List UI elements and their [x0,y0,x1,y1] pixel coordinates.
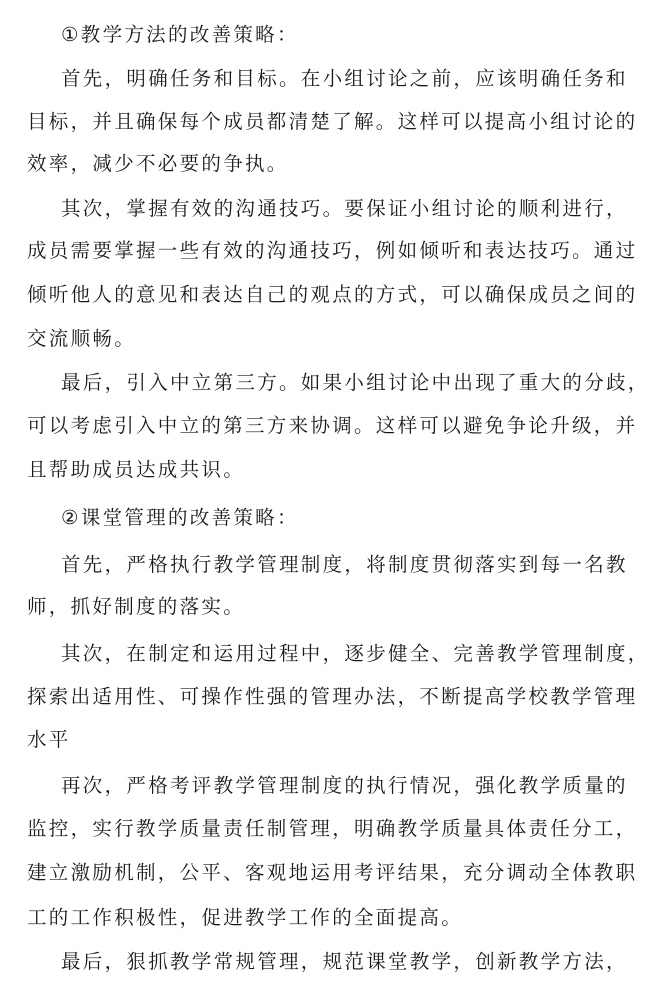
text-line: 且帮助成员达成共识。 [27,458,246,481]
text-line: 首先，严格执行教学管理制度，将制度贯彻落实到每一名教 [61,553,628,576]
text-line: 建立激励机制，公平、客观地运用考评结果，充分调动全体教职 [27,861,638,884]
text-line: 成员需要掌握一些有效的沟通技巧，例如倾听和表达技巧。通过 [27,239,638,262]
text-line: 效率，减少不必要的争执。 [27,152,289,175]
text-line: 目标，并且确保每个成员都清楚了解。这样可以提高小组讨论的 [27,110,638,133]
text-line: 交流顺畅。 [27,327,137,350]
text-line: 其次，掌握有效的沟通技巧。要保证小组讨论的顺利进行， [61,197,628,220]
text-line: ①教学方法的改善策略： [61,23,299,46]
text-line: 首先，明确任务和目标。在小组讨论之前，应该明确任务和 [61,67,628,90]
text-line: 师，抓好制度的落实。 [27,595,246,618]
text-line: 监控，实行教学质量责任制管理，明确教学质量具体责任分工， [27,817,638,840]
text-line: 最后，狠抓教学常规管理，规范课堂教学，创新教学方法， [61,950,628,973]
text-line: ②课堂管理的改善策略： [61,506,299,529]
text-line: 可以考虑引入中立的第三方来协调。这样可以避免争论升级，并 [27,414,638,437]
text-line: 水平 [27,728,71,751]
text-line: 其次，在制定和运用过程中，逐步健全、完善教学管理制度， [61,642,650,665]
text-line: 探索出适用性、可操作性强的管理办法，不断提高学校教学管理 [27,685,638,708]
text-line: 再次，严格考评教学管理制度的执行情况，强化教学质量的 [61,774,628,797]
text-line: 倾听他人的意见和表达自己的观点的方式，可以确保成员之间的 [27,283,638,306]
text-line: 最后，引入中立第三方。如果小组讨论中出现了重大的分歧， [61,371,650,394]
text-line: 工的工作积极性，促进教学工作的全面提高。 [27,906,464,929]
